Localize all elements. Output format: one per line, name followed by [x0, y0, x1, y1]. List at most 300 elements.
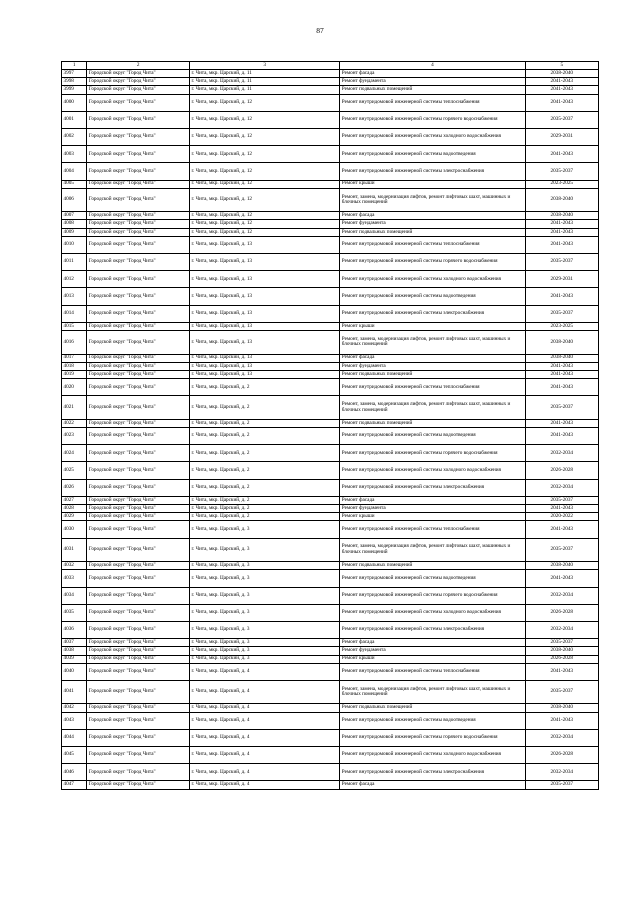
table-row	[62, 729, 599, 746]
period-cell: 2035-2037	[525, 396, 598, 420]
row-number-cell: 4036	[62, 621, 87, 638]
period-cell: 2035-2037	[525, 111, 598, 128]
period-cell: 2038-2040	[525, 354, 598, 362]
row-number-cell: 4023	[62, 428, 87, 445]
municipality-cell: Городской округ "Город Чита"	[87, 647, 190, 655]
municipality-cell: Городской округ "Город Чита"	[87, 621, 190, 638]
work-type-cell: Ремонт внутридомовой инженерной системы холодного водоснабжения	[340, 747, 525, 764]
municipality-cell: Городской округ "Город Чита"	[87, 379, 190, 396]
column-number: 5	[525, 62, 598, 70]
row-number-cell: 3998	[62, 78, 87, 86]
work-type-cell: Ремонт внутридомовой инженерной системы электроснабжения	[340, 621, 525, 638]
table-row	[62, 111, 599, 128]
work-type-cell: Ремонт фасада	[340, 639, 525, 647]
column-number: 1	[62, 62, 87, 70]
table-row	[62, 462, 599, 479]
column-number: 2	[87, 62, 190, 70]
address-cell: г. Чита, мкр. Царский, д. 11	[189, 86, 339, 94]
table-row	[62, 428, 599, 445]
address-cell: г. Чита, мкр. Царский, д. 3	[189, 538, 339, 562]
address-cell: г. Чита, мкр. Царский, д. 12	[189, 111, 339, 128]
period-cell: 2029-2031	[525, 128, 598, 145]
table-row	[62, 496, 599, 504]
period-cell: 2035-2037	[525, 538, 598, 562]
table-row	[62, 764, 599, 781]
municipality-cell: Городской округ "Город Чита"	[87, 655, 190, 663]
period-cell: 2032-2034	[525, 621, 598, 638]
work-type-cell: Ремонт крыши	[340, 655, 525, 663]
period-cell: 2041-2043	[525, 521, 598, 538]
work-type-cell: Ремонт внутридомовой инженерной системы горячего водоснабжения	[340, 445, 525, 462]
period-cell: 2032-2034	[525, 479, 598, 496]
municipality-cell: Городской округ "Город Чита"	[87, 445, 190, 462]
period-cell: 2041-2043	[525, 379, 598, 396]
row-number-cell: 4042	[62, 704, 87, 712]
row-number-cell: 4012	[62, 271, 87, 288]
address-cell: г. Чита, мкр. Царский, д. 2	[189, 379, 339, 396]
table-row	[62, 538, 599, 562]
row-number-cell: 4027	[62, 496, 87, 504]
column-number: 3	[189, 62, 339, 70]
page-number: 87	[316, 26, 324, 35]
row-number-cell: 4017	[62, 354, 87, 362]
address-cell: г. Чита, мкр. Царский, д. 12	[189, 212, 339, 220]
work-type-cell: Ремонт, замена, модернизация лифтов, ремонт лифтовых шахт, машинных и блочных помещений	[340, 680, 525, 704]
municipality-cell: Городской округ "Город Чита"	[87, 587, 190, 604]
municipality-cell: Городской округ "Город Чита"	[87, 188, 190, 212]
municipality-cell: Городской округ "Город Чита"	[87, 462, 190, 479]
row-number-cell: 4046	[62, 764, 87, 781]
period-cell: 2035-2037	[525, 639, 598, 647]
row-number-cell: 4030	[62, 521, 87, 538]
municipality-cell: Городской округ "Город Чита"	[87, 513, 190, 521]
address-cell: г. Чита, мкр. Царский, д. 13	[189, 236, 339, 253]
work-type-cell: Ремонт фасада	[340, 70, 525, 78]
work-type-cell: Ремонт фасада	[340, 354, 525, 362]
work-type-cell: Ремонт внутридомовой инженерной системы холодного водоснабжения	[340, 271, 525, 288]
municipality-cell: Городской округ "Город Чита"	[87, 712, 190, 729]
period-cell: 2035-2037	[525, 680, 598, 704]
work-type-cell: Ремонт подвальных помещений	[340, 562, 525, 570]
table-row	[62, 188, 599, 212]
row-number-cell: 4028	[62, 505, 87, 513]
address-cell: г. Чита, мкр. Царский, д. 4	[189, 747, 339, 764]
table-row	[62, 354, 599, 362]
municipality-cell: Городской округ "Город Чита"	[87, 428, 190, 445]
period-cell: 2041-2043	[525, 428, 598, 445]
table-row	[62, 781, 599, 789]
address-cell: г. Чита, мкр. Царский, д. 12	[189, 128, 339, 145]
period-cell: 2041-2043	[525, 570, 598, 587]
table-row	[62, 562, 599, 570]
municipality-cell: Городской округ "Город Чита"	[87, 288, 190, 305]
row-number-cell: 4010	[62, 236, 87, 253]
row-number-cell: 4039	[62, 655, 87, 663]
table-row	[62, 604, 599, 621]
table-row	[62, 639, 599, 647]
table-row	[62, 663, 599, 680]
address-cell: г. Чита, мкр. Царский, д. 4	[189, 781, 339, 789]
row-number-cell: 4040	[62, 663, 87, 680]
address-cell: г. Чита, мкр. Царский, д. 2	[189, 428, 339, 445]
municipality-cell: Городской округ "Город Чита"	[87, 86, 190, 94]
table-row	[62, 570, 599, 587]
period-cell: 2026-2028	[525, 462, 598, 479]
municipality-cell: Городской округ "Город Чита"	[87, 271, 190, 288]
table-row	[62, 163, 599, 180]
table-row	[62, 747, 599, 764]
work-type-cell: Ремонт фасада	[340, 781, 525, 789]
row-number-cell: 4021	[62, 396, 87, 420]
address-cell: г. Чита, мкр. Царский, д. 2	[189, 462, 339, 479]
row-number-cell: 4015	[62, 322, 87, 330]
address-cell: г. Чита, мкр. Царский, д. 3	[189, 562, 339, 570]
row-number-cell: 4008	[62, 220, 87, 228]
address-cell: г. Чита, мкр. Царский, д. 3	[189, 604, 339, 621]
period-cell: 2041-2043	[525, 419, 598, 427]
table-row	[62, 322, 599, 330]
municipality-cell: Городской округ "Город Чита"	[87, 663, 190, 680]
address-cell: г. Чита, мкр. Царский, д. 13	[189, 254, 339, 271]
work-type-cell: Ремонт внутридомовой инженерной системы теплоснабжения	[340, 521, 525, 538]
work-type-cell: Ремонт внутридомовой инженерной системы водоотведения	[340, 288, 525, 305]
municipality-cell: Городской округ "Город Чита"	[87, 639, 190, 647]
period-cell: 2041-2043	[525, 220, 598, 228]
municipality-cell: Городской округ "Город Чита"	[87, 496, 190, 504]
table-row	[62, 505, 599, 513]
address-cell: г. Чита, мкр. Царский, д. 2	[189, 445, 339, 462]
table-row	[62, 94, 599, 111]
address-cell: г. Чита, мкр. Царский, д. 12	[189, 94, 339, 111]
table-row	[62, 288, 599, 305]
municipality-cell: Городской округ "Город Чита"	[87, 330, 190, 354]
table-row	[62, 212, 599, 220]
row-number-cell: 4011	[62, 254, 87, 271]
work-type-cell: Ремонт крыши	[340, 513, 525, 521]
row-number-cell: 4006	[62, 188, 87, 212]
table-row	[62, 236, 599, 253]
period-cell: 2038-2040	[525, 212, 598, 220]
row-number-cell: 4047	[62, 781, 87, 789]
table-row	[62, 254, 599, 271]
address-cell: г. Чита, мкр. Царский, д. 13	[189, 288, 339, 305]
table-row	[62, 521, 599, 538]
period-cell: 2041-2043	[525, 370, 598, 378]
period-cell: 2038-2040	[525, 704, 598, 712]
work-type-cell: Ремонт фундамента	[340, 362, 525, 370]
table-row	[62, 180, 599, 188]
work-type-cell: Ремонт крыши	[340, 180, 525, 188]
period-cell: 2041-2043	[525, 288, 598, 305]
work-type-cell: Ремонт внутридомовой инженерной системы электроснабжения	[340, 163, 525, 180]
period-cell: 2032-2034	[525, 587, 598, 604]
table-row	[62, 305, 599, 322]
address-cell: г. Чита, мкр. Царский, д. 11	[189, 78, 339, 86]
municipality-cell: Городской округ "Город Чита"	[87, 236, 190, 253]
address-cell: г. Чита, мкр. Царский, д. 12	[189, 180, 339, 188]
table-row	[62, 396, 599, 420]
period-cell: 2041-2043	[525, 236, 598, 253]
municipality-cell: Городской округ "Город Чита"	[87, 180, 190, 188]
work-type-cell: Ремонт крыши	[340, 322, 525, 330]
work-type-cell: Ремонт, замена, модернизация лифтов, ремонт лифтовых шахт, машинных и блочных помещений	[340, 330, 525, 354]
work-type-cell: Ремонт подвальных помещений	[340, 419, 525, 427]
table-row	[62, 70, 599, 78]
row-number-cell: 4003	[62, 146, 87, 163]
table-row	[62, 419, 599, 427]
address-cell: г. Чита, мкр. Царский, д. 2	[189, 396, 339, 420]
table-row	[62, 146, 599, 163]
column-number-row	[62, 62, 599, 70]
period-cell: 2035-2037	[525, 254, 598, 271]
table-row	[62, 220, 599, 228]
municipality-cell: Городской округ "Город Чита"	[87, 505, 190, 513]
table-row	[62, 680, 599, 704]
address-cell: г. Чита, мкр. Царский, д. 4	[189, 663, 339, 680]
table-row	[62, 712, 599, 729]
address-cell: г. Чита, мкр. Царский, д. 13	[189, 322, 339, 330]
work-type-cell: Ремонт, замена, модернизация лифтов, ремонт лифтовых шахт, машинных и блочных помещений	[340, 538, 525, 562]
municipality-cell: Городской округ "Город Чита"	[87, 680, 190, 704]
table-row	[62, 445, 599, 462]
address-cell: г. Чита, мкр. Царский, д. 12	[189, 146, 339, 163]
work-type-cell: Ремонт внутридомовой инженерной системы электроснабжения	[340, 479, 525, 496]
municipality-cell: Городской округ "Город Чита"	[87, 729, 190, 746]
address-cell: г. Чита, мкр. Царский, д. 12	[189, 188, 339, 212]
row-number-cell: 4041	[62, 680, 87, 704]
period-cell: 2026-2028	[525, 747, 598, 764]
address-cell: г. Чита, мкр. Царский, д. 4	[189, 680, 339, 704]
work-type-cell: Ремонт внутридомовой инженерной системы электроснабжения	[340, 764, 525, 781]
repair-schedule-table	[61, 61, 599, 790]
municipality-cell: Городской округ "Город Чита"	[87, 764, 190, 781]
period-cell: 2041-2043	[525, 146, 598, 163]
period-cell: 2023-2025	[525, 322, 598, 330]
table-row	[62, 128, 599, 145]
work-type-cell: Ремонт внутридомовой инженерной системы водоотведения	[340, 428, 525, 445]
municipality-cell: Городской округ "Город Чита"	[87, 111, 190, 128]
municipality-cell: Городской округ "Город Чита"	[87, 354, 190, 362]
period-cell: 2035-2037	[525, 781, 598, 789]
municipality-cell: Городской округ "Город Чита"	[87, 396, 190, 420]
row-number-cell: 4045	[62, 747, 87, 764]
row-number-cell: 4018	[62, 362, 87, 370]
period-cell: 2026-2028	[525, 655, 598, 663]
row-number-cell: 4031	[62, 538, 87, 562]
column-number: 4	[340, 62, 525, 70]
address-cell: г. Чита, мкр. Царский, д. 4	[189, 704, 339, 712]
work-type-cell: Ремонт внутридомовой инженерной системы теплоснабжения	[340, 94, 525, 111]
municipality-cell: Городской округ "Город Чита"	[87, 419, 190, 427]
row-number-cell: 4043	[62, 712, 87, 729]
work-type-cell: Ремонт внутридомовой инженерной системы холодного водоснабжения	[340, 128, 525, 145]
work-type-cell: Ремонт фундамента	[340, 220, 525, 228]
row-number-cell: 4004	[62, 163, 87, 180]
municipality-cell: Городской округ "Город Чита"	[87, 146, 190, 163]
address-cell: г. Чита, мкр. Царский, д. 13	[189, 330, 339, 354]
municipality-cell: Городской округ "Город Чита"	[87, 362, 190, 370]
table-row	[62, 379, 599, 396]
period-cell: 2038-2040	[525, 70, 598, 78]
address-cell: г. Чита, мкр. Царский, д. 12	[189, 228, 339, 236]
period-cell: 2035-2037	[525, 305, 598, 322]
work-type-cell: Ремонт внутридомовой инженерной системы водоотведения	[340, 570, 525, 587]
address-cell: г. Чита, мкр. Царский, д. 13	[189, 362, 339, 370]
work-type-cell: Ремонт внутридомовой инженерной системы теплоснабжения	[340, 379, 525, 396]
municipality-cell: Городской округ "Город Чита"	[87, 538, 190, 562]
row-number-cell: 4005	[62, 180, 87, 188]
address-cell: г. Чита, мкр. Царский, д. 3	[189, 570, 339, 587]
table-row	[62, 228, 599, 236]
address-cell: г. Чита, мкр. Царский, д. 2	[189, 496, 339, 504]
row-number-cell: 4029	[62, 513, 87, 521]
row-number-cell: 4035	[62, 604, 87, 621]
address-cell: г. Чита, мкр. Царский, д. 2	[189, 505, 339, 513]
municipality-cell: Городской округ "Город Чита"	[87, 562, 190, 570]
row-number-cell: 4026	[62, 479, 87, 496]
period-cell: 2035-2037	[525, 163, 598, 180]
work-type-cell: Ремонт внутридомовой инженерной системы холодного водоснабжения	[340, 604, 525, 621]
address-cell: г. Чита, мкр. Царский, д. 3	[189, 655, 339, 663]
work-type-cell: Ремонт фундамента	[340, 78, 525, 86]
row-number-cell: 4007	[62, 212, 87, 220]
row-number-cell: 4024	[62, 445, 87, 462]
row-number-cell: 4001	[62, 111, 87, 128]
period-cell: 2032-2034	[525, 764, 598, 781]
row-number-cell: 4019	[62, 370, 87, 378]
municipality-cell: Городской округ "Город Чита"	[87, 570, 190, 587]
work-type-cell: Ремонт внутридомовой инженерной системы горячего водоснабжения	[340, 729, 525, 746]
work-type-cell: Ремонт внутридомовой инженерной системы теплоснабжения	[340, 663, 525, 680]
row-number-cell: 4038	[62, 647, 87, 655]
period-cell: 2032-2034	[525, 729, 598, 746]
address-cell: г. Чита, мкр. Царский, д. 12	[189, 163, 339, 180]
table-body	[62, 62, 599, 790]
row-number-cell: 4034	[62, 587, 87, 604]
row-number-cell: 4002	[62, 128, 87, 145]
period-cell: 2041-2043	[525, 94, 598, 111]
work-type-cell: Ремонт внутридомовой инженерной системы водоотведения	[340, 712, 525, 729]
period-cell: 2041-2043	[525, 712, 598, 729]
row-number-cell: 4044	[62, 729, 87, 746]
address-cell: г. Чита, мкр. Царский, д. 3	[189, 521, 339, 538]
address-cell: г. Чита, мкр. Царский, д. 13	[189, 354, 339, 362]
address-cell: г. Чита, мкр. Царский, д. 4	[189, 764, 339, 781]
work-type-cell: Ремонт подвальных помещений	[340, 704, 525, 712]
municipality-cell: Городской округ "Город Чита"	[87, 163, 190, 180]
table-row	[62, 271, 599, 288]
address-cell: г. Чита, мкр. Царский, д. 4	[189, 729, 339, 746]
row-number-cell: 4032	[62, 562, 87, 570]
address-cell: г. Чита, мкр. Царский, д. 12	[189, 220, 339, 228]
municipality-cell: Городской округ "Город Чита"	[87, 781, 190, 789]
table-row	[62, 655, 599, 663]
row-number-cell: 4037	[62, 639, 87, 647]
table-row	[62, 330, 599, 354]
table-row	[62, 647, 599, 655]
table-row	[62, 479, 599, 496]
work-type-cell: Ремонт, замена, модернизация лифтов, ремонт лифтовых шахт, машинных и блочных помещений	[340, 188, 525, 212]
period-cell: 2041-2043	[525, 362, 598, 370]
row-number-cell: 4000	[62, 94, 87, 111]
municipality-cell: Городской округ "Город Чита"	[87, 322, 190, 330]
period-cell: 2041-2043	[525, 505, 598, 513]
address-cell: г. Чита, мкр. Царский, д. 3	[189, 639, 339, 647]
work-type-cell: Ремонт подвальных помещений	[340, 370, 525, 378]
period-cell: 2026-2028	[525, 604, 598, 621]
row-number-cell: 4013	[62, 288, 87, 305]
row-number-cell: 4014	[62, 305, 87, 322]
municipality-cell: Городской округ "Город Чита"	[87, 521, 190, 538]
work-type-cell: Ремонт фундамента	[340, 505, 525, 513]
municipality-cell: Городской округ "Город Чита"	[87, 78, 190, 86]
address-cell: г. Чита, мкр. Царский, д. 3	[189, 587, 339, 604]
address-cell: г. Чита, мкр. Царский, д. 2	[189, 419, 339, 427]
work-type-cell: Ремонт фасада	[340, 496, 525, 504]
work-type-cell: Ремонт, замена, модернизация лифтов, ремонт лифтовых шахт, машинных и блочных помещений	[340, 396, 525, 420]
period-cell: 2020-2022	[525, 513, 598, 521]
table-row	[62, 704, 599, 712]
municipality-cell: Городской округ "Город Чита"	[87, 220, 190, 228]
municipality-cell: Городской округ "Город Чита"	[87, 94, 190, 111]
address-cell: г. Чита, мкр. Царский, д. 13	[189, 370, 339, 378]
work-type-cell: Ремонт внутридомовой инженерной системы холодного водоснабжения	[340, 462, 525, 479]
row-number-cell: 4016	[62, 330, 87, 354]
period-cell: 2041-2043	[525, 663, 598, 680]
municipality-cell: Городской округ "Город Чита"	[87, 305, 190, 322]
work-type-cell: Ремонт внутридомовой инженерной системы горячего водоснабжения	[340, 111, 525, 128]
table-row	[62, 587, 599, 604]
address-cell: г. Чита, мкр. Царский, д. 2	[189, 479, 339, 496]
table-row	[62, 86, 599, 94]
work-type-cell: Ремонт внутридомовой инженерной системы горячего водоснабжения	[340, 254, 525, 271]
municipality-cell: Городской округ "Город Чита"	[87, 212, 190, 220]
row-number-cell: 4025	[62, 462, 87, 479]
table-row	[62, 513, 599, 521]
address-cell: г. Чита, мкр. Царский, д. 3	[189, 621, 339, 638]
row-number-cell: 3999	[62, 86, 87, 94]
municipality-cell: Городской округ "Город Чита"	[87, 704, 190, 712]
period-cell: 2038-2040	[525, 562, 598, 570]
address-cell: г. Чита, мкр. Царский, д. 3	[189, 647, 339, 655]
work-type-cell: Ремонт подвальных помещений	[340, 86, 525, 94]
municipality-cell: Городской округ "Город Чита"	[87, 747, 190, 764]
address-cell: г. Чита, мкр. Царский, д. 13	[189, 305, 339, 322]
period-cell: 2035-2037	[525, 496, 598, 504]
period-cell: 2038-2040	[525, 188, 598, 212]
address-cell: г. Чита, мкр. Царский, д. 4	[189, 712, 339, 729]
row-number-cell: 4020	[62, 379, 87, 396]
work-type-cell: Ремонт фундамента	[340, 647, 525, 655]
table-row	[62, 370, 599, 378]
period-cell: 2041-2043	[525, 228, 598, 236]
municipality-cell: Городской округ "Город Чита"	[87, 604, 190, 621]
municipality-cell: Городской округ "Город Чита"	[87, 70, 190, 78]
municipality-cell: Городской округ "Город Чита"	[87, 128, 190, 145]
address-cell: г. Чита, мкр. Царский, д. 11	[189, 70, 339, 78]
table-row	[62, 78, 599, 86]
row-number-cell: 4033	[62, 570, 87, 587]
row-number-cell: 4022	[62, 419, 87, 427]
period-cell: 2029-2031	[525, 271, 598, 288]
work-type-cell: Ремонт внутридомовой инженерной системы водоотведения	[340, 146, 525, 163]
period-cell: 2041-2043	[525, 86, 598, 94]
work-type-cell: Ремонт внутридомовой инженерной системы электроснабжения	[340, 305, 525, 322]
municipality-cell: Городской округ "Город Чита"	[87, 479, 190, 496]
address-cell: г. Чита, мкр. Царский, д. 2	[189, 513, 339, 521]
table-row	[62, 621, 599, 638]
row-number-cell: 4009	[62, 228, 87, 236]
